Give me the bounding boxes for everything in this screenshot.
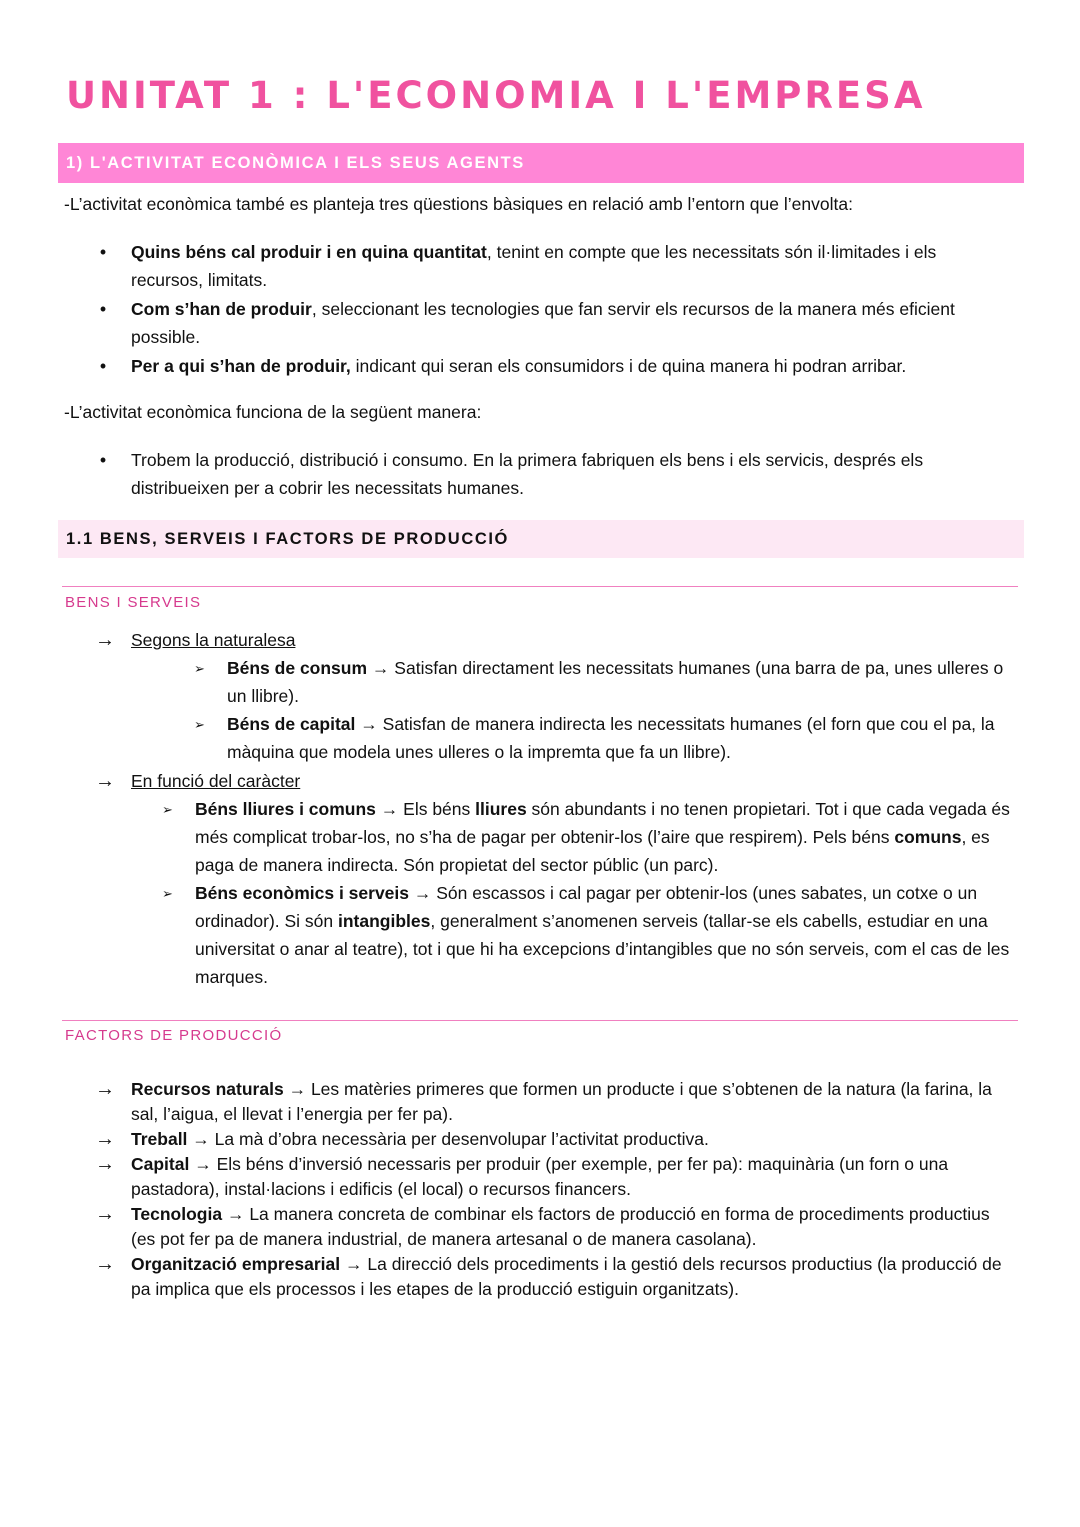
divider [62, 586, 1018, 587]
criterion-caracter: En funció del caràcter [131, 771, 301, 791]
arrow-icon: → [95, 1203, 115, 1225]
divider [62, 1020, 1018, 1021]
factor-item: Capital → Els béns d’inversió necessaris per produir (per exemple, per fer pa): maquinària (un forn o una pastadora), instal·lacions i edificis (el local) o recursos financers. [131, 1154, 949, 1199]
bullet-icon: • [99, 299, 107, 319]
bens-lliures-item: Béns lliures i comuns → Els béns lliures són abundants i no tenen propietari. Tot i que cada vegada és més complicat trobar-los, no s’ha de pagar per obtenir-los (l’aire que respirem). Pels béns comuns, es paga de manera indirecta. Són propietat del sector públic (un parc). [195, 799, 1010, 875]
section-heading-1-1: 1.1 BENS, SERVEIS I FACTORS DE PRODUCCIÓ [58, 520, 1024, 558]
factor-item: Recursos naturals → Les matèries primeres que formen un producte i que s’obtenen de la natura (la farina, la sal, l’aigua, el llevat i l’energia per fer pa). [131, 1079, 992, 1124]
bens-consum-item: Béns de consum → Satisfan directament les necessitats humanes (una barra de pa, unes ulleres o un llibre). [227, 658, 1004, 706]
functioning-item: Trobem la producció, distribució i consumo. En la primera fabriquen els bens i els servicis, després els distribueixen per a cobrir les necessitats humanes. [131, 450, 924, 498]
intro-paragraph-2: -L’activitat econòmica funciona de la següent manera: [64, 402, 482, 422]
criterion-naturalesa: Segons la naturalesa [131, 630, 296, 650]
factor-item: Treball → La mà d’obra necessària per desenvolupar l’activitat productiva. [131, 1129, 709, 1149]
question-item: Quins béns cal produir i en quina quantitat, tenint en compte que les necessitats són il·limitades i els recursos, limitats. [131, 242, 937, 290]
triangle-bullet-icon: ➢ [162, 886, 173, 901]
page-title: UNITAT 1 : L'ECONOMIA I L'EMPRESA [66, 74, 926, 117]
bullet-icon: • [99, 356, 107, 376]
subsection-label-factors: FACTORS DE PRODUCCIÓ [65, 1027, 283, 1044]
section-heading-1: 1) L'ACTIVITAT ECONÒMICA I ELS SEUS AGENTS [58, 143, 1024, 183]
arrow-icon: → [95, 629, 115, 651]
arrow-icon: → [95, 1128, 115, 1150]
triangle-bullet-icon: ➢ [194, 661, 205, 676]
subsection-label-bens-serveis: BENS I SERVEIS [65, 594, 202, 611]
arrow-icon: → [95, 1153, 115, 1175]
triangle-bullet-icon: ➢ [162, 802, 173, 817]
question-item: Com s’han de produir, seleccionant les tecnologies que fan servir els recursos de la manera més eficient possible. [131, 299, 955, 347]
triangle-bullet-icon: ➢ [194, 717, 205, 732]
bullet-icon: • [99, 450, 107, 470]
factor-item: Organització empresarial → La direcció dels procediments i la gestió dels recursos productius (la producció de pa implica que els processos i les etapes de la producció estiguin organitzats). [131, 1254, 1002, 1299]
arrow-icon: → [95, 1078, 115, 1100]
factor-item: Tecnologia → La manera concreta de combinar els factors de producció en forma de procediments productius (es pot fer pa de manera industrial, de manera artesanal o de manera casolana). [131, 1204, 990, 1249]
bens-economics-item: Béns econòmics i serveis → Són escassos i cal pagar per obtenir-los (unes sabates, un cotxe o un ordinador). Si són intangibles, generalment s’anomenen serveis (tallar-se els cabells, estudiar en una universitat o anar al teatre), tot i que hi ha excepcions d’intangibles que no són serveis, com el cas de les marques. [195, 883, 1010, 987]
bens-capital-item: Béns de capital → Satisfan de manera indirecta les necessitats humanes (el forn que cou el pa, la màquina que modela unes ulleres o la impremta que fa un llibre). [227, 714, 995, 762]
bullet-icon: • [99, 242, 107, 262]
intro-paragraph: -L’activitat econòmica també es planteja tres qüestions bàsiques en relació amb l’entorn que l’envolta: [64, 194, 853, 214]
arrow-icon: → [95, 1253, 115, 1275]
arrow-icon: → [95, 770, 115, 792]
question-item: Per a qui s’han de produir, indicant qui seran els consumidors i de quina manera hi podran arribar. [131, 356, 907, 376]
